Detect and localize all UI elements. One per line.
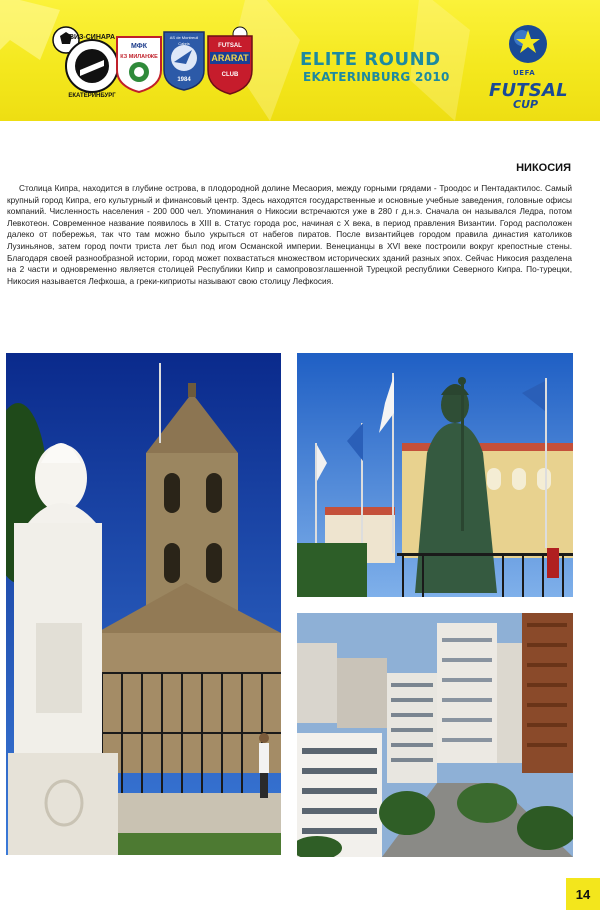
event-title: ELITE ROUND <box>300 49 441 70</box>
club-logo-ararat-icon <box>204 26 256 96</box>
mfk-mid-text: КЗ МИЛАНЖЕ <box>120 54 158 60</box>
cup-label: CUP <box>513 98 539 111</box>
ararat-top-text: FUTSAL <box>218 43 242 49</box>
event-subtitle: EKATERINBURG 2010 <box>303 70 450 84</box>
ararat-bottom-text: CLUB <box>221 72 239 78</box>
uefa-label: UEFA <box>513 69 536 77</box>
club-logos <box>52 22 257 100</box>
club-logo-montreuil-icon <box>162 30 206 92</box>
photo-city-buildings <box>297 613 573 857</box>
montreuil-mid-text: Cabris <box>178 41 190 46</box>
futsal-label: FUTSAL <box>489 80 568 101</box>
city-buildings-icon <box>297 613 573 857</box>
photo-bust-and-bell-tower <box>6 353 281 855</box>
montreuil-year-text: 1984 <box>177 77 191 83</box>
page-header <box>0 0 600 121</box>
montreuil-top-text: AS de Montreuil <box>169 35 199 40</box>
archbishop-statue-icon <box>297 353 573 597</box>
page-number: 14 <box>566 878 600 910</box>
club-logo-viz-sinara-icon <box>52 26 118 98</box>
ararat-mid-text: ARARAT <box>211 53 249 63</box>
mfk-top-text: МФК <box>130 43 148 50</box>
photo-archbishop-statue-flags <box>297 353 573 597</box>
viz-sinara-bottom-text: ЕКАТЕРИНБУРГ <box>68 93 116 98</box>
article-body: Столица Кипра, находится в глубине острова, в плодородной долине Месаория, между горными грядами - Троодос и Пентадактилос. Самый крупный город Кипра, его культурный и финансовый центр. Здесь находятся государственные и основные учебные заведения, головные офисы компаний. Численность населения - 200 000 чел. Упоминания о Никосии встречаются уже в 280 г д.н.э. Сначала он назывался Ледра, потом Левкотеон. Современное название появилось в XIII в. Статус города рос, начиная с X века, в период правления Византии. Город расположен далеко от побережья, так что там можно было укрыться от набегов пиратов. После византийцев городом правила династия католиков Лузиньянов, затем город почти триста лет был под игом Османской империи. Венецианцы в XVI веке построили вокруг крепостные стены. Благодаря своей разнообразной истории, город может похвастаться множеством исторических зданий разных эпох. Сейчас Никосия разделена на 2 части и одновременно является столицей Республики Кипр и самопровозглашенной Турецкой республики Северного Кипра. По-турецки, Никосия называется Лефкоша, а греки-киприоты называют свою столицу Лефкосия. <box>7 183 572 286</box>
bust-and-bell-tower-icon <box>6 353 281 855</box>
viz-sinara-top-text: ВИЗ-СИНАРА <box>68 34 116 41</box>
article-title: НИКОСИЯ <box>516 162 571 174</box>
club-logo-mfk-icon <box>114 34 164 94</box>
